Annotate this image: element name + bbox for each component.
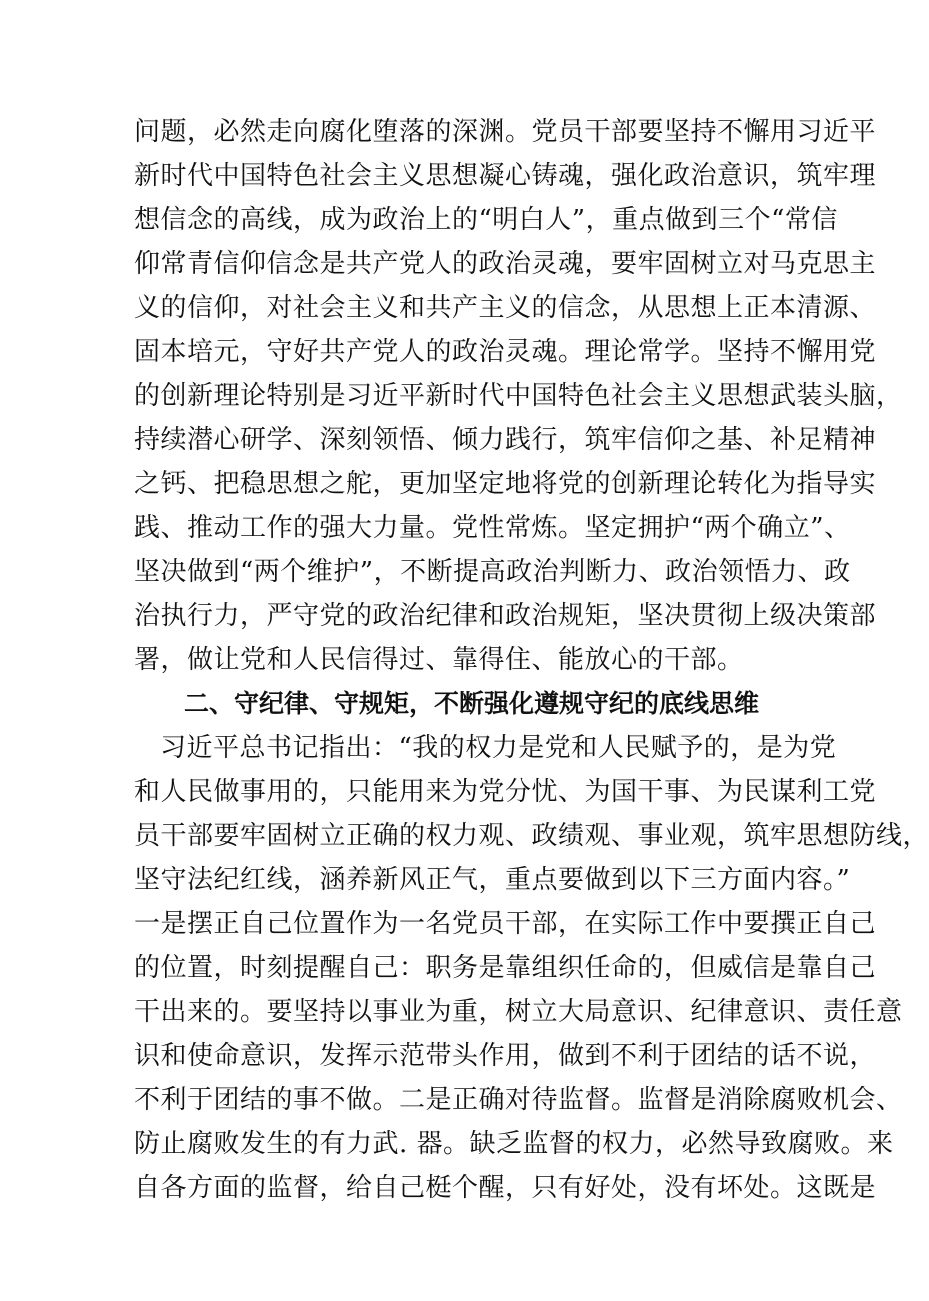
body-text-line: 坚守法纪红线，涵养新风正气，重点要做到以下三方面内容。” bbox=[134, 865, 851, 895]
body-text-line: 践、推动工作的强大力量。党性常炼。坚定拥护“两个确立”、 bbox=[134, 513, 851, 543]
body-text-line: 坚决做到“两个维护”，不断提高政治判断力、政治领悟力、政 bbox=[134, 557, 851, 587]
body-text-line: 治执行力，严守党的政治纪律和政治规矩，坚决贯彻上级决策部 bbox=[134, 601, 877, 631]
body-text-line: 新时代中国特色社会主义思想凝心铸魂，强化政治意识，筑牢理 bbox=[134, 161, 877, 191]
body-text-line: 的创新理论特别是习近平新时代中国特色社会主义思想武装头脑， bbox=[134, 381, 903, 411]
body-text-line: 问题，必然走向腐化堕落的深渊。党员干部要坚持不懈用习近平 bbox=[134, 117, 877, 147]
body-text-line: 干出来的。要坚持以事业为重，树立大局意识、纪律意识、责任意 bbox=[134, 997, 903, 1027]
body-text-line: 习近平总书记指出：“我的权力是党和人民赋予的，是为党 bbox=[160, 733, 837, 763]
body-text-line: 之钙、把稳思想之舵，更加坚定地将党的创新理论转化为指导实 bbox=[134, 469, 877, 499]
section-heading: 二、守纪律、守规矩，不断强化遵规守纪的底线思维 bbox=[184, 689, 760, 718]
body-text-line: 仰常青信仰信念是共产党人的政治灵魂，要牢固树立对马克思主 bbox=[134, 249, 877, 279]
body-text-line: 识和使命意识，发挥示范带头作用，做到不利于团结的话不说， bbox=[134, 1041, 877, 1071]
body-text-line: 署，做让党和人民信得过、靠得住、能放心的干部。 bbox=[134, 645, 744, 675]
body-text-line: 持续潜心研学、深刻领悟、倾力践行，筑牢信仰之基、补足精神 bbox=[134, 425, 877, 455]
body-text-line: 员干部要牢固树立正确的权力观、政绩观、事业观，筑牢思想防线， bbox=[134, 821, 929, 851]
body-text-line: 想信念的高线，成为政治上的“明白人”，重点做到三个“常信 bbox=[134, 205, 838, 235]
body-text-line: 和人民做事用的，只能用来为党分忧、为国干事、为民谋利工党 bbox=[134, 777, 877, 807]
body-text-line: 自各方面的监督，给自己梃个醒，只有好处，没有坏处。这既是 bbox=[134, 1173, 877, 1203]
body-text-line: 一是摆正自己位置作为一名党员干部，在实际工作中要撰正自己 bbox=[134, 909, 877, 939]
body-text-line: 不利于团结的事不做。二是正确对待监督。监督是消除腐败机会、 bbox=[134, 1085, 903, 1115]
body-text-line: 的位置，时刻提醒自己：职务是靠组织任命的，但威信是靠自己 bbox=[134, 953, 877, 983]
body-text-line: 义的信仰，对社会主义和共产主义的信念，从思想上正本清源、 bbox=[134, 293, 877, 323]
body-text-line: 固本培元，守好共产党人的政治灵魂。理论常学。坚持不懈用党 bbox=[134, 337, 877, 367]
body-text-line: 防止腐败发生的有力武. 器。缺乏监督的权力，必然导致腐败。来 bbox=[134, 1129, 894, 1159]
